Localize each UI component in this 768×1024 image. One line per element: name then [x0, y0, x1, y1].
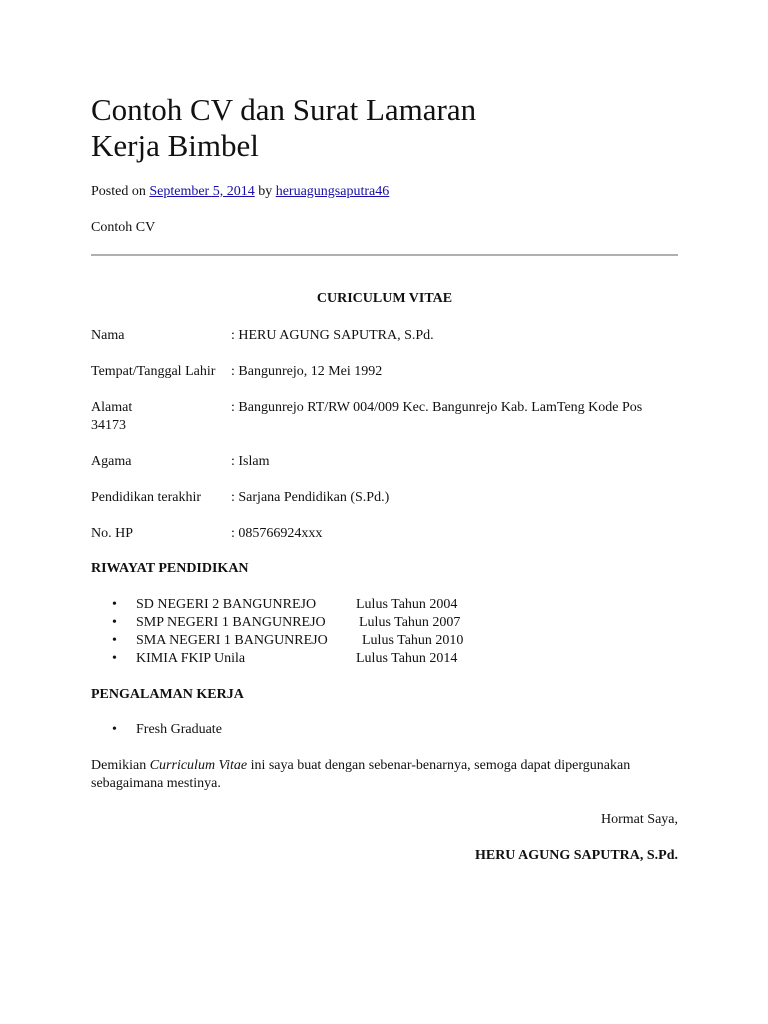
graduation-year: Lulus Tahun 2010	[362, 633, 464, 648]
graduation-year: Lulus Tahun 2014	[356, 651, 458, 666]
school-name: SD NEGERI 2 BANGUNREJO	[136, 597, 317, 612]
field-value: : Bangunrejo RT/RW 004/009 Kec. Bangunrejo Kab. LamTeng Kode Pos 34173	[91, 400, 643, 433]
by-label: by	[258, 184, 273, 199]
graduation-year: Lulus Tahun 2004	[356, 597, 458, 612]
education-heading: RIWAYAT PENDIDIKAN	[91, 561, 249, 576]
post-title-line-1: Contoh CV dan Surat Lamaran	[91, 92, 477, 127]
field-label: No. HP	[91, 526, 134, 541]
field-alamat	[91, 399, 678, 435]
experience-list	[91, 721, 678, 739]
field-label: Pendidikan terakhir	[91, 490, 202, 505]
graduation-year: Lulus Tahun 2007	[359, 615, 461, 630]
field-label: Tempat/Tanggal Lahir	[91, 364, 216, 379]
field-nama	[91, 327, 678, 345]
field-label: Alamat	[91, 400, 133, 415]
regards: Hormat Saya,	[601, 812, 678, 827]
cv-heading: CURICULUM VITAE	[316, 291, 453, 306]
school-name: SMA NEGERI 1 BANGUNREJO	[136, 633, 328, 648]
field-tempat-tanggal-lahir	[91, 363, 678, 381]
author-link[interactable]: heruagungsaputra46	[275, 184, 390, 199]
divider	[91, 254, 678, 256]
experience-item: Fresh Graduate	[136, 722, 222, 737]
post-meta	[91, 183, 389, 201]
closing-paragraph	[91, 757, 678, 793]
field-value: : Bangunrejo, 12 Mei 1992	[231, 364, 383, 379]
bullet-icon: •	[112, 651, 117, 666]
closing-text-italic: Curriculum Vitae	[149, 758, 248, 773]
closing-text-end: ini saya buat dengan sebenar-benarnya, semoga dapat dipergunakan sebagaimana mestinya.	[91, 758, 631, 791]
field-value: : Sarjana Pendidikan (S.Pd.)	[231, 490, 390, 505]
field-agama	[91, 453, 678, 471]
bullet-icon: •	[112, 597, 117, 612]
bullet-icon: •	[112, 633, 117, 648]
post-intro: Contoh CV	[91, 220, 156, 235]
field-label: Nama	[91, 328, 125, 343]
school-name: KIMIA FKIP Unila	[136, 651, 246, 666]
list-item	[91, 596, 678, 614]
list-item	[91, 632, 678, 650]
bullet-icon: •	[112, 615, 117, 630]
post-title-line-2: Kerja Bimbel	[91, 128, 259, 163]
field-pendidikan-terakhir	[91, 489, 678, 507]
field-label: Agama	[91, 454, 132, 469]
list-item	[91, 614, 678, 632]
school-name: SMP NEGERI 1 BANGUNREJO	[136, 615, 326, 630]
post-date-link[interactable]: September 5, 2014	[149, 184, 255, 199]
field-value: : Islam	[231, 454, 270, 469]
field-no-hp	[91, 525, 678, 543]
field-value: : 085766924xxx	[231, 526, 323, 541]
experience-heading: PENGALAMAN KERJA	[91, 687, 244, 702]
field-value: : HERU AGUNG SAPUTRA, S.Pd.	[231, 328, 434, 343]
signer-name: HERU AGUNG SAPUTRA, S.Pd.	[474, 848, 678, 863]
bullet-icon: •	[112, 722, 117, 737]
post-title	[91, 92, 571, 164]
education-list	[91, 596, 678, 668]
list-item	[91, 650, 678, 668]
closing-text-start: Demikian	[91, 758, 150, 773]
list-item	[91, 721, 678, 739]
posted-on-label: Posted on	[91, 184, 146, 199]
